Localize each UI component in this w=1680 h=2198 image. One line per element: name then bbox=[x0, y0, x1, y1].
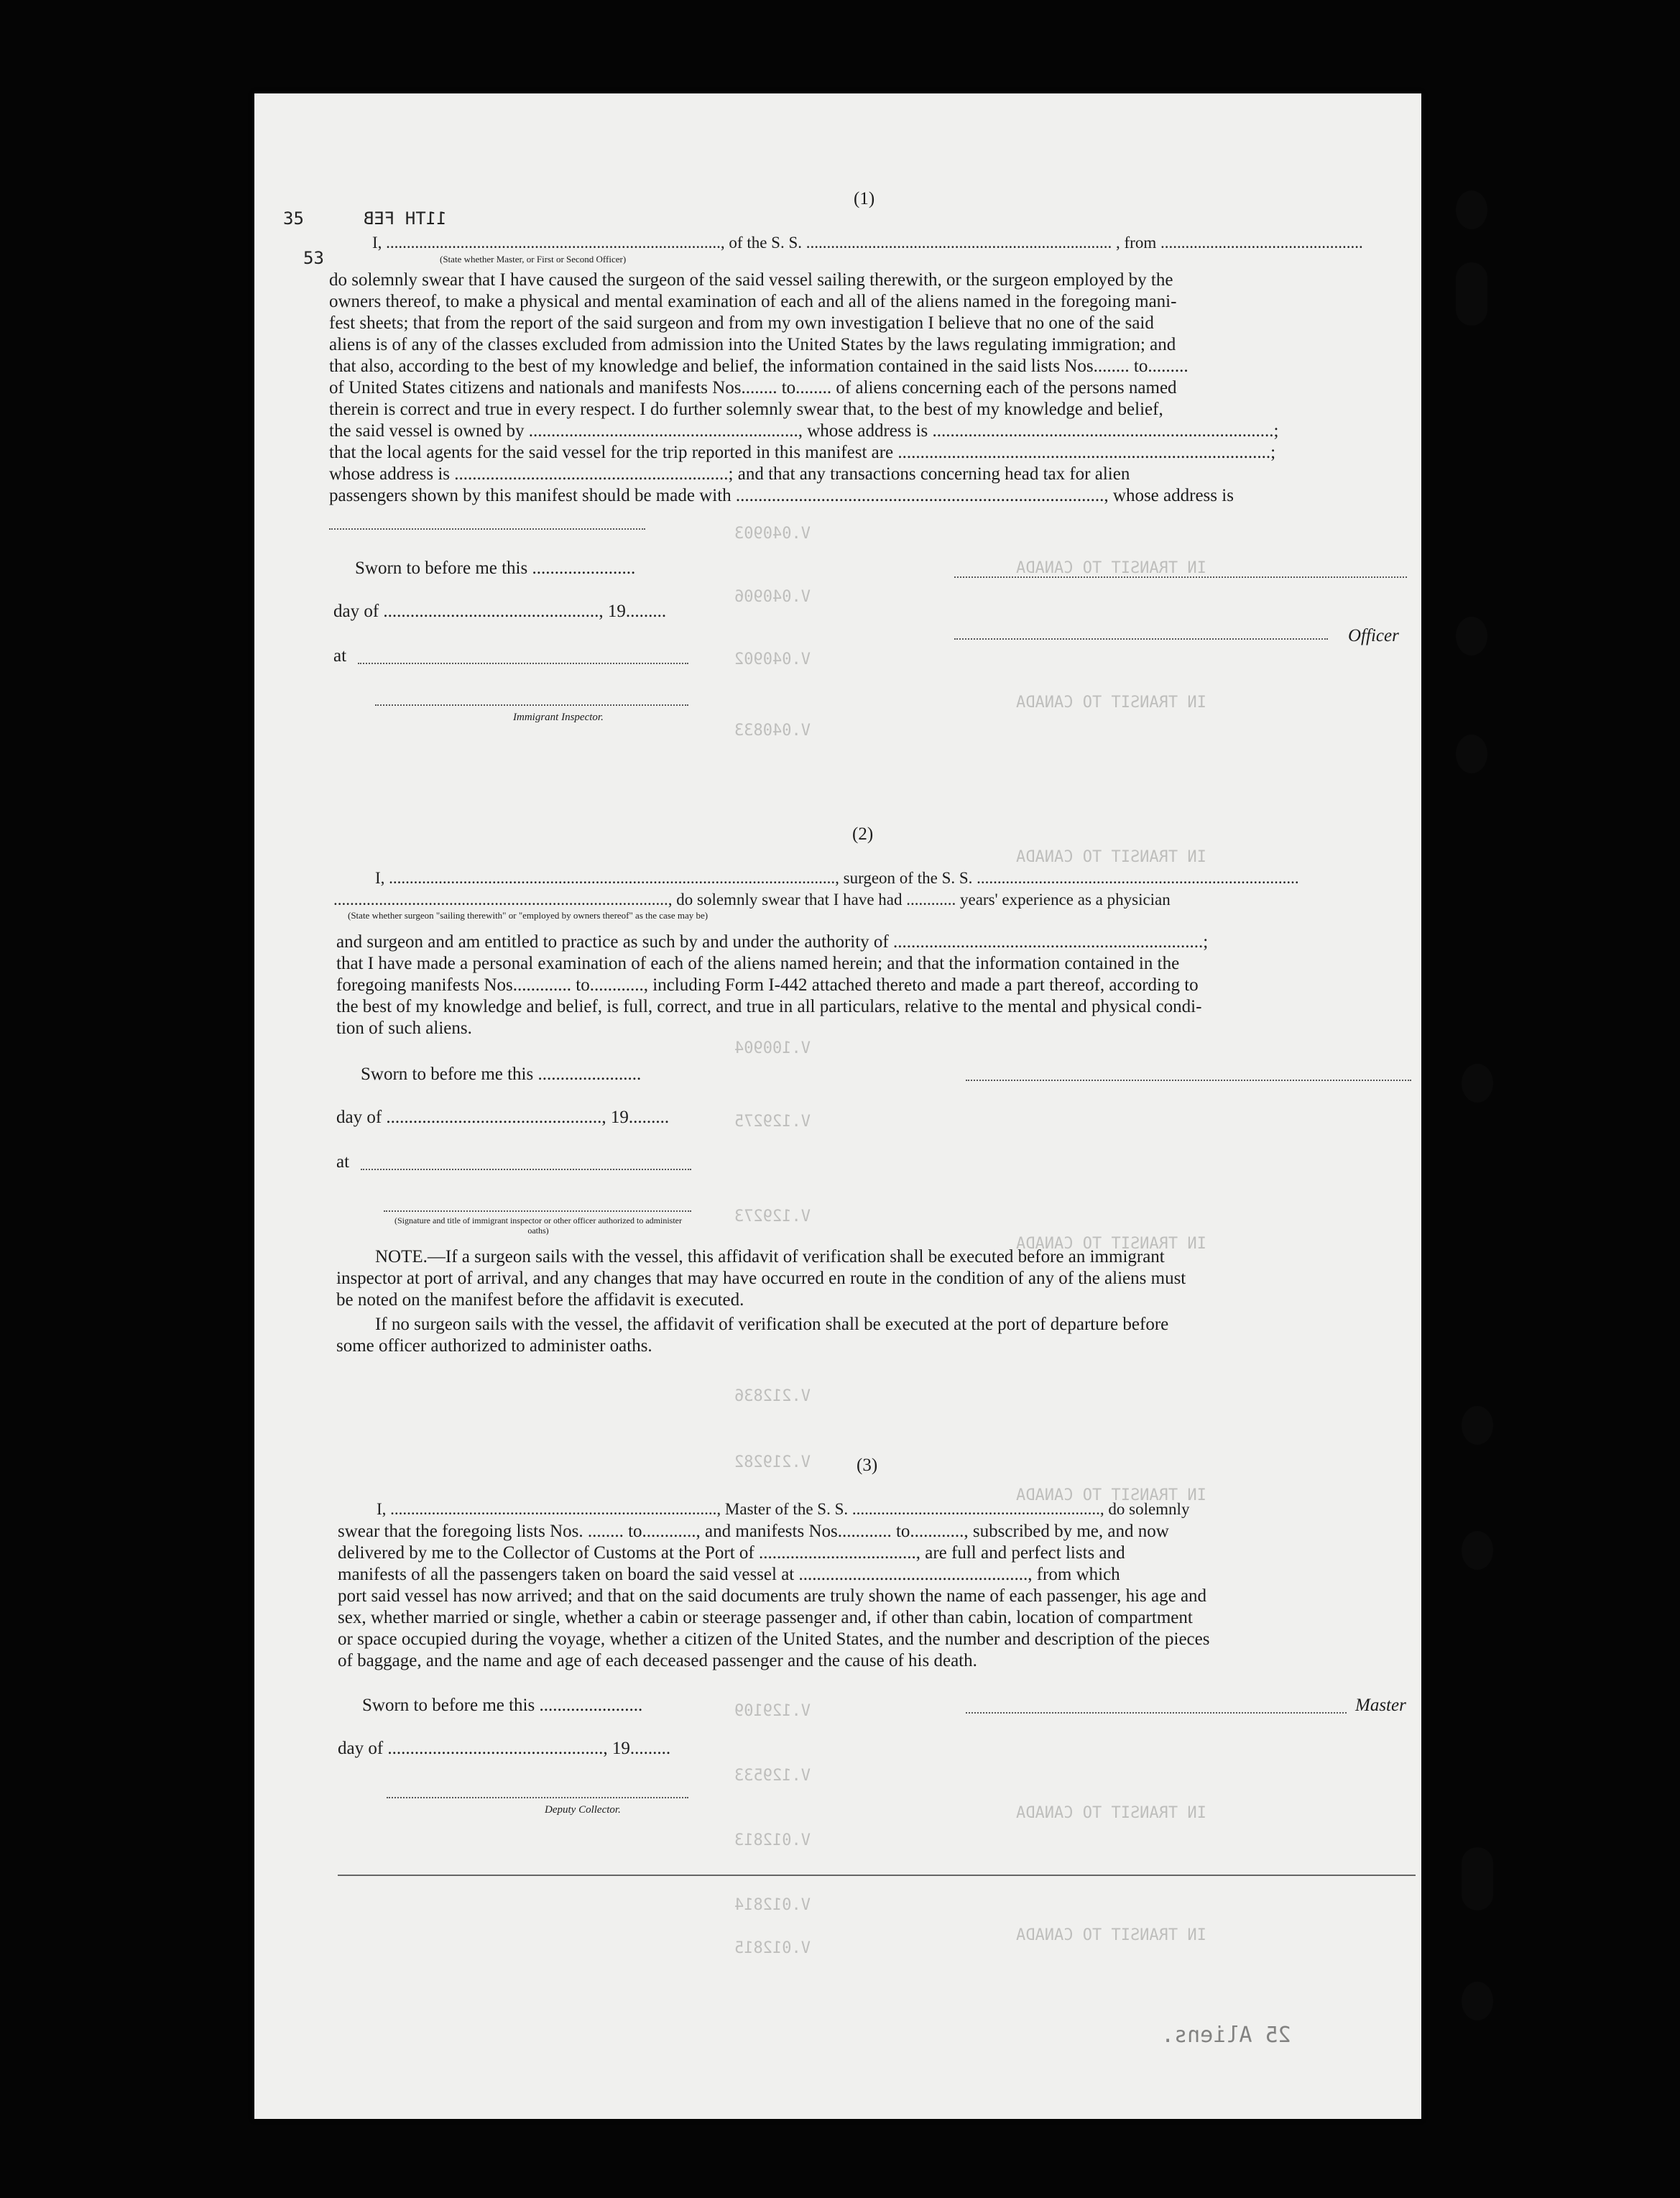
section-2-note-1: NOTE.—If a surgeon sails with the vessel, this affidavit of verification shall be executed before an immigrant bbox=[375, 1247, 1165, 1266]
section-1-number: (1) bbox=[854, 189, 875, 208]
section-1-body-5: that also, according to the best of my knowledge and belief, the information contained in the said lists Nos........ to......... bbox=[329, 357, 1189, 376]
bleed-transit-4: IN TRANSIT TO CANADA bbox=[1016, 1235, 1206, 1253]
bleed-visa-6: V.219282 bbox=[734, 1453, 811, 1471]
section-1-body-2: owners thereof, to make a physical and mental examination of each and all of the aliens named in the foregoing mani- bbox=[329, 292, 1177, 311]
binder-hole-4 bbox=[1456, 735, 1487, 773]
section-3-deputy-caption: Deputy Collector. bbox=[545, 1804, 621, 1816]
section-2-note-2: inspector at port of arrival, and any changes that may have occurred en route in the condition of any of the aliens must bbox=[336, 1269, 1186, 1288]
binder-hole-9 bbox=[1462, 1982, 1493, 2020]
section-1-sworn: Sworn to before me this ....................... bbox=[355, 558, 636, 578]
binder-hole-2 bbox=[1456, 262, 1487, 326]
section-3-master-label: Master bbox=[1355, 1696, 1406, 1715]
section-2-inspector-line bbox=[384, 1210, 691, 1212]
section-2-number: (2) bbox=[852, 824, 874, 844]
binder-hole-7 bbox=[1462, 1531, 1493, 1570]
section-2-line-1: I, ............................................................................................................, surgeon of the S. S. .............................................................................. bbox=[375, 869, 1299, 887]
section-3-body-2: swear that the foregoing lists Nos. ........ to............, and manifests Nos............ to............, subscribed by me, and now bbox=[338, 1522, 1169, 1541]
section-2-signature-line bbox=[966, 1080, 1411, 1081]
bleed-visa-2: V.012814 bbox=[734, 1896, 811, 1914]
section-3-body-4: manifests of all the passengers taken on board the said vessel at ..................................................., from which bbox=[338, 1565, 1120, 1584]
section-1-oath-line: I, ................................................................................., of the S. S. .......................................................................... , from ................................................. bbox=[372, 234, 1363, 252]
bottom-rule bbox=[338, 1875, 1416, 1876]
section-1-body-4: aliens is of any of the classes excluded from admission into the United States by the laws regulating immigration; and bbox=[329, 335, 1176, 354]
bleed-visa-10: V.100904 bbox=[734, 1039, 811, 1057]
section-2-note-5: some officer authorized to administer oaths. bbox=[336, 1336, 652, 1356]
bleed-visa-12: V.040902 bbox=[734, 650, 811, 668]
section-1-body-8: the said vessel is owned by ............................................................, whose address is ............................................................................; bbox=[329, 421, 1279, 441]
bleed-visa-7: V.212836 bbox=[734, 1387, 811, 1405]
bleed-transit-7: IN TRANSIT TO CANADA bbox=[1016, 1926, 1206, 1944]
binder-hole-1 bbox=[1456, 190, 1487, 229]
section-2-body-4: the best of my knowledge and belief, is full, correct, and true in all particulars, relative to the mental and physical condi- bbox=[336, 997, 1202, 1016]
binder-hole-3 bbox=[1456, 617, 1487, 656]
binder-hole-6 bbox=[1462, 1406, 1493, 1445]
manifest-page bbox=[254, 93, 1421, 2119]
bleed-visa-5: V.129109 bbox=[734, 1702, 811, 1720]
section-2-note-3: be noted on the manifest before the affidavit is executed. bbox=[336, 1290, 744, 1310]
bleed-visa-3: V.012813 bbox=[734, 1831, 811, 1849]
bleed-visa-13: V.040906 bbox=[734, 588, 811, 606]
section-3-body-6: sex, whether married or single, whether a cabin or steerage passenger and, if other than cabin, location of compartment bbox=[338, 1608, 1193, 1627]
bleed-visa-1: V.012815 bbox=[734, 1939, 811, 1957]
section-3-day: day of ................................................, 19......... bbox=[338, 1739, 671, 1758]
bleed-visa-4: V.129533 bbox=[734, 1767, 811, 1785]
section-3-body-5: port said vessel has now arrived; and that on the said documents are truly shown the name of each passenger, his age and bbox=[338, 1586, 1207, 1606]
bleed-transit-2: IN TRANSIT TO CANADA bbox=[1016, 694, 1206, 712]
section-1-officer-signature-line bbox=[954, 576, 1407, 578]
section-2-sworn: Sworn to before me this ....................... bbox=[361, 1064, 642, 1084]
section-1-continuation-line bbox=[329, 528, 645, 530]
section-1-body-7: therein is correct and true in every respect. I do further solemnly swear that, to the best of my knowledge and belief, bbox=[329, 400, 1163, 419]
bleed-visa-14: V.040903 bbox=[734, 525, 811, 543]
section-2-body-5: tion of such aliens. bbox=[336, 1018, 472, 1038]
stamp-date: 11TH FEB bbox=[364, 208, 447, 229]
bleed-transit-6: IN TRANSIT TO CANADA bbox=[1016, 1804, 1206, 1822]
section-1-caption: (State whether Master, or First or Second Officer) bbox=[440, 254, 627, 265]
section-2-caption: (State whether surgeon "sailing therewith" or "employed by owners thereof" as the case may be) bbox=[348, 910, 709, 921]
section-3-body-1: I, ..............................................................................., Master of the S. S. ............................................................, do solemnly bbox=[377, 1500, 1190, 1518]
section-2-line-2: ................................................................................., do solemnly swear that I have had ............ years' experience as a physician bbox=[333, 891, 1171, 909]
section-1-day: day of ................................................, 19......... bbox=[333, 602, 667, 621]
binder-hole-5 bbox=[1462, 1064, 1493, 1103]
bleed-aliens-count: 25 Aliens. bbox=[1161, 2023, 1291, 2048]
section-2-note-4: If no surgeon sails with the vessel, the affidavit of verification shall be executed at the port of departure before bbox=[375, 1315, 1169, 1334]
section-2-signature-caption: (Signature and title of immigrant inspector or other officer authorized to administer oaths) bbox=[394, 1215, 682, 1236]
margin-mark-35: 35 bbox=[283, 208, 304, 229]
section-3-master-line bbox=[966, 1712, 1347, 1714]
section-1-inspector-line bbox=[375, 704, 688, 706]
binder-hole-8 bbox=[1462, 1847, 1493, 1910]
bleed-transit-3: IN TRANSIT TO CANADA bbox=[1016, 848, 1206, 866]
section-2-day: day of ................................................, 19......... bbox=[336, 1108, 670, 1127]
bleed-transit-5: IN TRANSIT TO CANADA bbox=[1016, 1486, 1206, 1504]
section-2-body-3: foregoing manifests Nos............. to............, including Form I-442 attached thereto and made a part thereof, according to bbox=[336, 975, 1199, 995]
bleed-visa-9: V.129275 bbox=[734, 1113, 811, 1131]
section-1-officer-label: Officer bbox=[1348, 626, 1399, 645]
margin-number-53: 53 bbox=[303, 248, 324, 268]
bleed-visa-11: V.040833 bbox=[734, 722, 811, 740]
section-2-at-line bbox=[361, 1169, 691, 1170]
section-1-body-1: do solemnly swear that I have caused the surgeon of the said vessel sailing therewith, or the surgeon employed by the bbox=[329, 270, 1173, 290]
section-2-at: at bbox=[336, 1152, 350, 1172]
bleed-transit-1: IN TRANSIT TO CANADA bbox=[1016, 559, 1206, 577]
section-1-officer-title-line bbox=[954, 638, 1328, 640]
bleed-visa-8: V.129273 bbox=[734, 1208, 811, 1226]
section-1-at-line bbox=[358, 663, 688, 664]
section-1-body-9: that the local agents for the said vessel for the trip reported in this manifest are ...................................................................................; bbox=[329, 443, 1276, 462]
section-1-body-6: of United States citizens and nationals and manifests Nos........ to........ of aliens concerning each of the persons named bbox=[329, 378, 1177, 397]
section-1-body-3: fest sheets; that from the report of the said surgeon and from my own investigation I believe that no one of the said bbox=[329, 313, 1154, 333]
section-1-inspector-caption: Immigrant Inspector. bbox=[513, 712, 604, 723]
section-1-body-11: passengers shown by this manifest should be made with .................................................................................., whose address is bbox=[329, 486, 1234, 505]
section-3-body-7: or space occupied during the voyage, whether a citizen of the United States, and the number and description of the pieces bbox=[338, 1629, 1210, 1649]
section-3-deputy-line bbox=[387, 1797, 688, 1798]
section-3-body-8: of baggage, and the name and age of each deceased passenger and the cause of his death. bbox=[338, 1651, 977, 1670]
section-3-body-3: delivered by me to the Collector of Customs at the Port of ..................................., are full and perfect lists and bbox=[338, 1543, 1125, 1563]
section-1-body-10: whose address is .............................................................; and that any transactions concerning head tax for alien bbox=[329, 464, 1130, 484]
section-3-number: (3) bbox=[857, 1456, 878, 1475]
section-1-at: at bbox=[333, 646, 347, 666]
section-2-body-2: that I have made a personal examination of each of the aliens named herein; and that the information contained in the bbox=[336, 954, 1180, 973]
section-2-body-1: and surgeon and am entitled to practice as such by and under the authority of .....................................................................; bbox=[336, 932, 1209, 952]
section-3-sworn: Sworn to before me this ....................... bbox=[362, 1696, 643, 1715]
